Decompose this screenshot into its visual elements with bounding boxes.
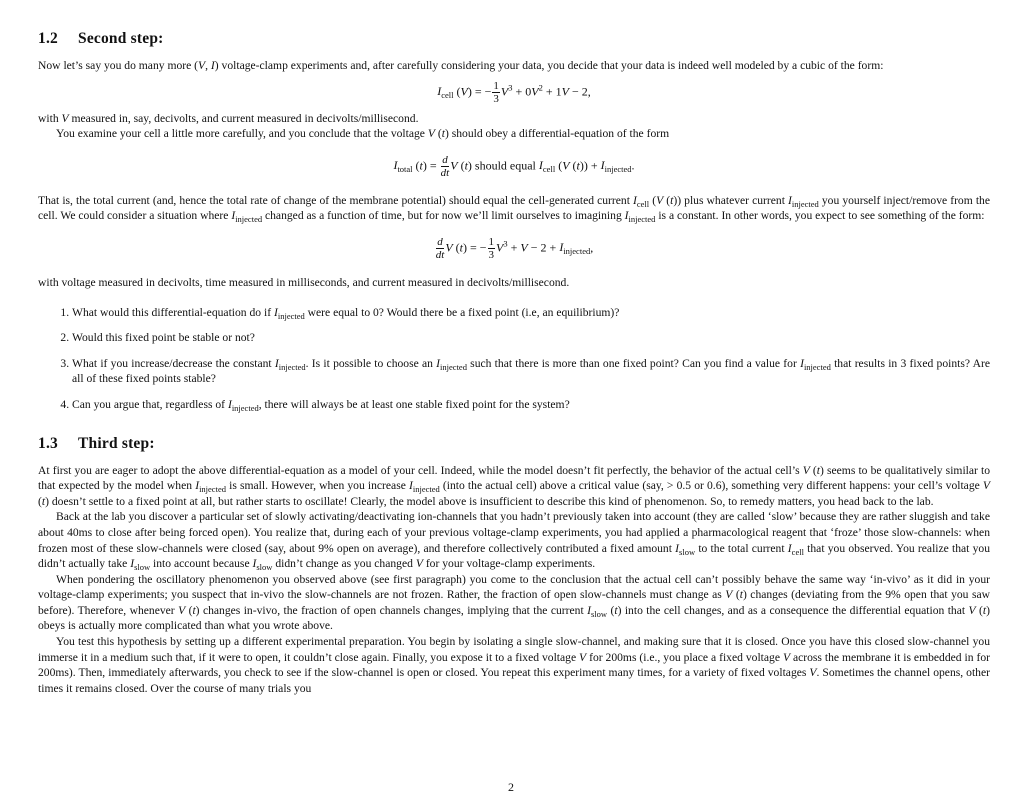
- math-symbol: [252, 557, 273, 573]
- question-item: 4. Can you argue that, regardless of $I_{injected}$, there will always be at least one stable fixed point for the system?: [72, 397, 990, 413]
- math-variable: I: [787, 541, 792, 555]
- math-subscript: injected: [199, 484, 226, 495]
- math-variable: V: [496, 240, 504, 255]
- math-exponent: 2: [538, 81, 543, 92]
- math-symbol: [587, 604, 607, 617]
- math-variable: I: [252, 557, 257, 571]
- paragraph: You examine your cell a little more carefully, and you conclude that the voltage V (t) should obey a differential-equation of the form: [56, 127, 670, 141]
- math-fraction: [436, 236, 445, 261]
- paragraph: with V measured in, say, decivolts, and current measured in decivolts/millisecond.: [38, 111, 419, 125]
- math-variable: I: [800, 356, 804, 370]
- math-variable: I: [273, 305, 278, 319]
- math-variable: V: [809, 666, 817, 680]
- math-symbol: [393, 158, 413, 175]
- paragraph: Back at the lab you discover a particular set of slowly activating/deactivating ion-channels that you hadn’t previously taken into account (they are called ‘slow’ because they are rather sluggish and take about 40ms to close after being forced open). You realize that, during each of your previous voltage-clamp experiments, you had applied a pharmacological reagent that ‘froze’ those slow-channels: when frozen most of these slow-channels were closed (say, about 9% open on average), and therefore collectively contributed a fixed amount $I_{slow}$ to the total current $I_{cell}$ that you observed. You realize that you didn’t actually take $I_{slow}$ into account because $I_{slow}$ didn’t change as you changed V for your voltage-clamp experiments.: [38, 510, 991, 573]
- paragraph: Now let’s say you do many more (V, I) voltage-clamp experiments and, after carefully considering your data, you decide that your data is indeed well modeled by a cubic of the form:: [38, 59, 884, 72]
- math-variable: t: [739, 588, 743, 602]
- math-subscript: injected: [628, 214, 656, 225]
- math-variable: I: [788, 193, 792, 207]
- math-variable: V: [782, 650, 791, 664]
- math-variable: I: [393, 158, 398, 173]
- math-symbol: [228, 398, 259, 411]
- math-subscript: injected: [604, 164, 632, 175]
- equation-cubic-current: $I_{cell}$ (V) = − $\frac{1}{3}$ $V^3 + 0V^2 + 1V - 2$,: [437, 79, 591, 105]
- section-heading-third-step: [38, 435, 990, 453]
- math-variable: V: [61, 111, 69, 125]
- math-symbol: [675, 542, 695, 555]
- numerator: 1: [493, 79, 499, 92]
- math-subscript: injected: [277, 310, 305, 321]
- math-variable: V: [520, 240, 528, 255]
- math-variable: V: [562, 158, 570, 173]
- question-item: 2. Would this fixed point be stable or not?: [72, 330, 990, 346]
- math-variable: I: [210, 59, 215, 72]
- math-subscript: injected: [440, 361, 467, 372]
- document-page: [38, 30, 990, 696]
- math-variable: V: [445, 240, 453, 255]
- question-list: [38, 305, 990, 413]
- math-variable: t: [192, 603, 196, 617]
- equation-dv-dt: $\frac{d}{dt}$ V (t) = − $\frac{1}{3}$ $V^3 + V - 2 + I_{injected}$,: [435, 235, 594, 261]
- section-number: 1.3: [38, 434, 58, 452]
- math-variable: V: [500, 83, 509, 98]
- math-variable: I: [675, 541, 680, 555]
- math-subscript: injected: [235, 214, 263, 225]
- math-variable: I: [633, 193, 637, 207]
- math-symbol: [274, 306, 305, 319]
- denominator: 3: [488, 248, 495, 261]
- math-variable: V: [427, 127, 435, 141]
- math-subscript: total: [397, 164, 413, 175]
- math-subscript: cell: [791, 546, 804, 557]
- math-subscript: injected: [231, 402, 259, 413]
- math-variable: I: [437, 83, 442, 98]
- math-fraction: [488, 236, 496, 261]
- math-variable: V: [982, 479, 990, 493]
- paragraph: with voltage measured in decivolts, time measured in milliseconds, and current measured in decivolts/millisecond.: [38, 275, 570, 289]
- math-variable: V: [531, 83, 539, 98]
- math-variable: I: [624, 209, 629, 223]
- math-subscript: cell: [441, 89, 454, 100]
- math-variable: I: [195, 479, 200, 493]
- section-heading-second-step: [38, 30, 990, 48]
- question-item: 1. What would this differential-equation do if $I_{injected}$ were equal to 0? Would there be a fixed point (i.e, an equilibrium)?: [72, 305, 990, 321]
- denominator: 3: [493, 92, 499, 105]
- math-fraction: [492, 80, 500, 105]
- math-subscript: slow: [679, 546, 696, 557]
- math-symbol: [409, 479, 440, 495]
- math-symbol: [275, 357, 306, 370]
- math-variable: t: [816, 463, 821, 477]
- math-symbol: [633, 194, 649, 207]
- section-title: Second step:: [78, 30, 164, 47]
- math-variable: V: [656, 193, 664, 207]
- math-fraction: [441, 154, 450, 179]
- math-symbol: [800, 357, 831, 370]
- math-variable: t: [614, 603, 618, 617]
- math-variable: I: [409, 479, 413, 493]
- math-variable: I: [231, 209, 236, 223]
- math-variable: I: [436, 356, 441, 370]
- math-subscript: cell: [542, 164, 556, 175]
- math-variable: t: [670, 193, 674, 207]
- paragraph: At first you are eager to adopt the above differential-equation as a model of your cell. Indeed, while the model doesn’t fit perfectly, the behavior of the actual cell’s V (t) seems to be qualitatively similar to that expected by the model when $I_{injected}$ is small. However, when you increase $I_{injected}$ (into the actual cell) above a critical value (say, > 0.5 or 0.6), something very different happens: your cell’s voltage V (t) doesn’t settle to a fixed point at all, but rather starts to oscillate! Clearly, the model above is insufficient to describe this kind of phenomenon. So, to remedy matters, you head back to the lab.: [38, 463, 991, 508]
- math-variable: V: [802, 463, 810, 477]
- math-subscript: injected: [412, 484, 440, 495]
- paragraph: That is, the total current (and, hence the total rate of change of the membrane potential) should equal the cell-generated current $I_{cell}$ (V (t)) plus whatever current $I_{injected}$ you yourself inject/remove from the cell. We could consider a situation where $I_{injected}$ changed as a function of time, but for now we’ll limit ourselves to imagining $I_{injected}$ is a constant. In other words, you expect to see something of the form:: [38, 193, 990, 225]
- math-variable: t: [982, 603, 987, 617]
- math-variable: t: [441, 127, 445, 141]
- section-number: 1.2: [38, 30, 58, 47]
- math-subscript: slow: [256, 562, 273, 573]
- math-variable: t: [41, 494, 46, 508]
- denominator: dt: [440, 166, 450, 179]
- math-variable: V: [725, 588, 733, 602]
- math-subscript: injected: [803, 361, 831, 372]
- math-variable: V: [579, 650, 587, 664]
- question-item: 3. What if you increase/decrease the constant $I_{injected}$. Is it possible to choose an $I_{injected}$ such that there is more than one fixed point? Can you find a value for $I_{injected}$ that results in 3 fixed points? Are all of these fixed points stable?: [72, 356, 990, 387]
- numerator: d: [437, 235, 443, 248]
- math-symbol: [624, 209, 656, 225]
- equation-total-current: $I_{total}$ (t) = $\frac{d}{dt}$ V (t) should equal $I_{cell}$ (V $(t)) + I_{injected}$.: [393, 153, 635, 179]
- math-variable: I: [130, 557, 135, 571]
- math-subscript: slow: [134, 562, 151, 573]
- math-variable: V: [198, 59, 206, 72]
- math-symbol: [437, 84, 453, 98]
- math-subscript: slow: [590, 608, 608, 619]
- paragraph: You test this hypothesis by setting up a different experimental preparation. You begin by isolating a single slow-channel, and making sure that it is closed. Once you have this closed slow-channel you immerse it in a medium such that, if it were to open, it couldn’t close again. Finally, you expose it to a fixed voltage V for 200ms (i.e., you place a fixed voltage V across the membrane it is embedded in for 200ms). Then, immediately afterwards, you check to see if the slow-channel is open or closed. You repeat this experiment many times, for a variety of fixed voltages V. Sometimes the channel opens, other times it remains closed. Over the course of many trials you: [38, 635, 991, 695]
- math-symbol: [538, 158, 556, 175]
- math-subscript: injected: [278, 361, 306, 372]
- numerator: 1: [488, 235, 495, 248]
- section-title: Third step:: [78, 434, 155, 452]
- math-symbol: [788, 194, 819, 207]
- math-variable: I: [538, 158, 543, 173]
- numerator: d: [442, 153, 448, 166]
- math-variable: V: [968, 603, 976, 617]
- math-variable: V: [178, 603, 186, 617]
- paragraph: When pondering the oscillatory phenomenon you observed above (see first paragraph) you come to the conclusion that the actual cell can’t possibly behave the same way ‘in-vivo’ as it did in your voltage-clamp experiments; you suspect that in-vivo the slow-channels are not frozen. Rather, the fraction of open slow-channels must change as V (t) changes (deviating from the 9% open that you saw before). Therefore, whenever V (t) changes in-vivo, the fraction of open channels changes, implying that the current $I_{slow}$ (t) into the cell changes, and as a consequence the differential equation that V (t) obeys is actually more complicated than what you wrote above.: [38, 572, 990, 633]
- math-exponent: 3: [503, 238, 508, 249]
- math-symbol: [788, 542, 804, 555]
- math-symbol: [559, 240, 591, 257]
- math-variable: I: [227, 397, 232, 411]
- math-symbol: [600, 158, 632, 175]
- math-variable: I: [274, 356, 279, 370]
- math-subscript: cell: [636, 198, 650, 209]
- math-variable: I: [587, 603, 591, 617]
- denominator: dt: [435, 248, 445, 261]
- math-variable: V: [561, 83, 569, 98]
- math-variable: t: [459, 240, 464, 255]
- math-variable: t: [419, 158, 423, 173]
- math-symbol: [195, 479, 226, 495]
- math-variable: I: [600, 158, 605, 173]
- math-subscript: injected: [563, 246, 591, 257]
- math-exponent: 3: [508, 81, 513, 92]
- math-variable: t: [464, 158, 468, 173]
- math-variable: I: [559, 240, 564, 255]
- math-variable: t: [576, 158, 580, 173]
- math-symbol: [130, 557, 151, 573]
- math-variable: V: [450, 158, 458, 173]
- page-number: 2: [508, 780, 514, 794]
- math-subscript: injected: [791, 198, 819, 209]
- math-variable: V: [460, 83, 468, 98]
- math-variable: V: [415, 557, 423, 571]
- math-symbol: [436, 357, 467, 370]
- math-symbol: [231, 209, 263, 225]
